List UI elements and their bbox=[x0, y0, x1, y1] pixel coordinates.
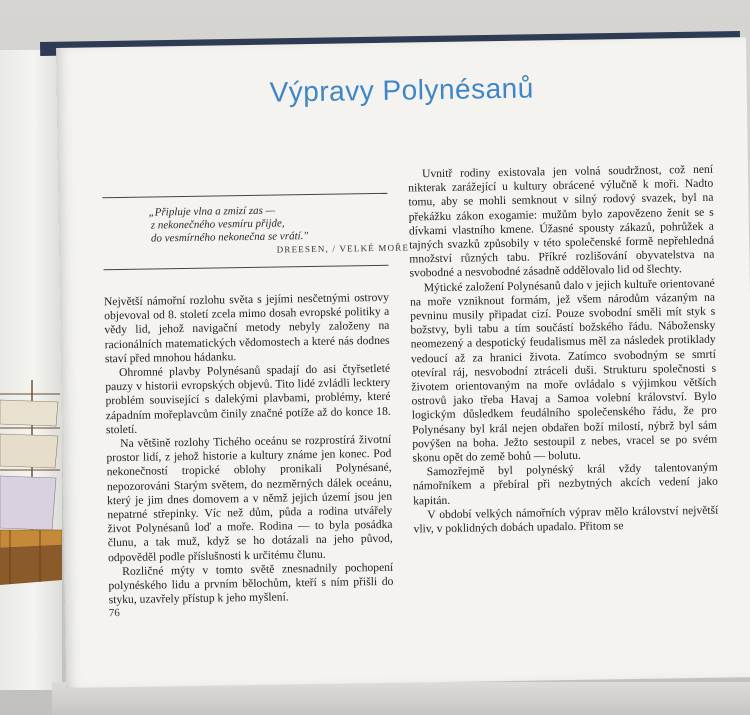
book-page bbox=[56, 37, 750, 688]
paragraph: Ohromné plavby Polynésanů spadají do asi čtyřsetleté pauzy v historii evropských objevů. Tito lidé zvládli lecktery problém související s dalekými plavbami, problémy, které západním mořeplavcům činily značné potíže až do konce 18. století. bbox=[105, 361, 391, 437]
page-number: 76 bbox=[108, 607, 120, 620]
epigraph-source: DREESEN, / VELKÉ MOŘE bbox=[276, 242, 410, 255]
paragraph: V období velkých námořních výprav mělo království největší vliv, v poklidných dobách upadalo. Přitom se bbox=[413, 503, 719, 536]
epigraph-line: „Připluje vlna a zmizí zas — bbox=[148, 204, 276, 219]
ship-illustration-fragment bbox=[0, 380, 62, 605]
right-text-column bbox=[408, 163, 719, 537]
paragraph: Na většině rozlohy Tichého oceánu se rozprostírá životní prostor lidí, z jehož historie a kultury známe jen konec. Pod nekonečností tropické oblohy pronikali Polynésané, nepozorováni Starým světem, do nezměrných dálek oceánu, který je jim dnes domovem a v němž jejich území jsou jen nepatrné střepinky. Víc než dům, půda a rodina utvářely život Polynésanů loď a moře. Rodina — to byla posádka člunu, a tak muž, když se ho dotázali na jeho původ, odpověděl podle příslušnosti k určitému člunu. bbox=[106, 432, 393, 564]
paragraph: Uvnitř rodiny existovala jen volná soudržnost, což není nikterak zarážející u kultury obrácené výlučně k moři. Nadto tomu, aby se mohli semknout v silný rodový svazek, byl na překážku zákon exogamie: mužům bylo zapovězeno ženit se s dívkami vlastního kmene. Úžasné spousty zákazů, pohrůžek a tajných svazků způsobily v této společenské formě nepřehledná množství různých tabu. Příkré rozlišování obyvatelstva na svobodné a nesvobodné zásadně oddělovalo lid od šlechty. bbox=[408, 162, 715, 280]
epigraph-top-rule bbox=[102, 193, 387, 198]
book-bottom-edge bbox=[52, 682, 750, 715]
epigraph-bottom-rule bbox=[103, 265, 388, 270]
paragraph: Mýtické založení Polynésanů dalo v jejich kultuře orientované na moře vzniknout formám, jež všem národům vázaným na pevninu musily připadat cizí. Pouze svobodní směli mít styk s božstvy, byli tabu a tím součástí božského řádu. Nábožensky neomezený a despotický feudalismus měl za následek protiklady vedoucí až za hranici života. Zatímco svobodným se smrtí otevíral ráj, nesvobodní ztráceli duši. Strukturu společnosti s životem orientovaným na moře ovládalo s výjimkou větších ostrovů jako třeba Havaj a Samoa volební království. Bylo logickým důsledkem feudálního společenského řádu, že pro Polynésany byl král nejen obdařen boží milostí, nýbrž byl sám povýšen na boha. Ježto sestoupil z nebes, vracel se po svém skonu opět do země bohů — bolutu. bbox=[409, 276, 718, 465]
paragraph: Samozřejmě byl polynéský král vždy talentovaným námořníkem a přebíral při nezbytných akcích vedení jako kapitán. bbox=[412, 460, 718, 508]
left-text-column bbox=[104, 291, 394, 608]
page-title: Výpravy Polynésanů bbox=[269, 72, 535, 108]
epigraph-line: do vesmírného nekonečna se vrátí." bbox=[150, 230, 309, 245]
paragraph: Největší námořní rozlohu světa s jejími nesčetnými ostrovy objevoval od 8. století zcela mimo dosah evropské politiky a vědy lid, jehož navigační metody nebyly založeny na racionálních matematických vědomostech a které nás dodnes staví před mnohou hádanku. bbox=[103, 290, 390, 366]
paragraph: Rozličné mýty v tomto světě znesnadnily pochopení polynéského lidu a prvním bělochům, kteří s ním přišli do styku, uzavřely přístup k jeho myšlení. bbox=[108, 560, 394, 607]
epigraph-line: z nekonečného vesmíru přijde, bbox=[150, 217, 285, 232]
epigraph-text bbox=[149, 203, 390, 246]
